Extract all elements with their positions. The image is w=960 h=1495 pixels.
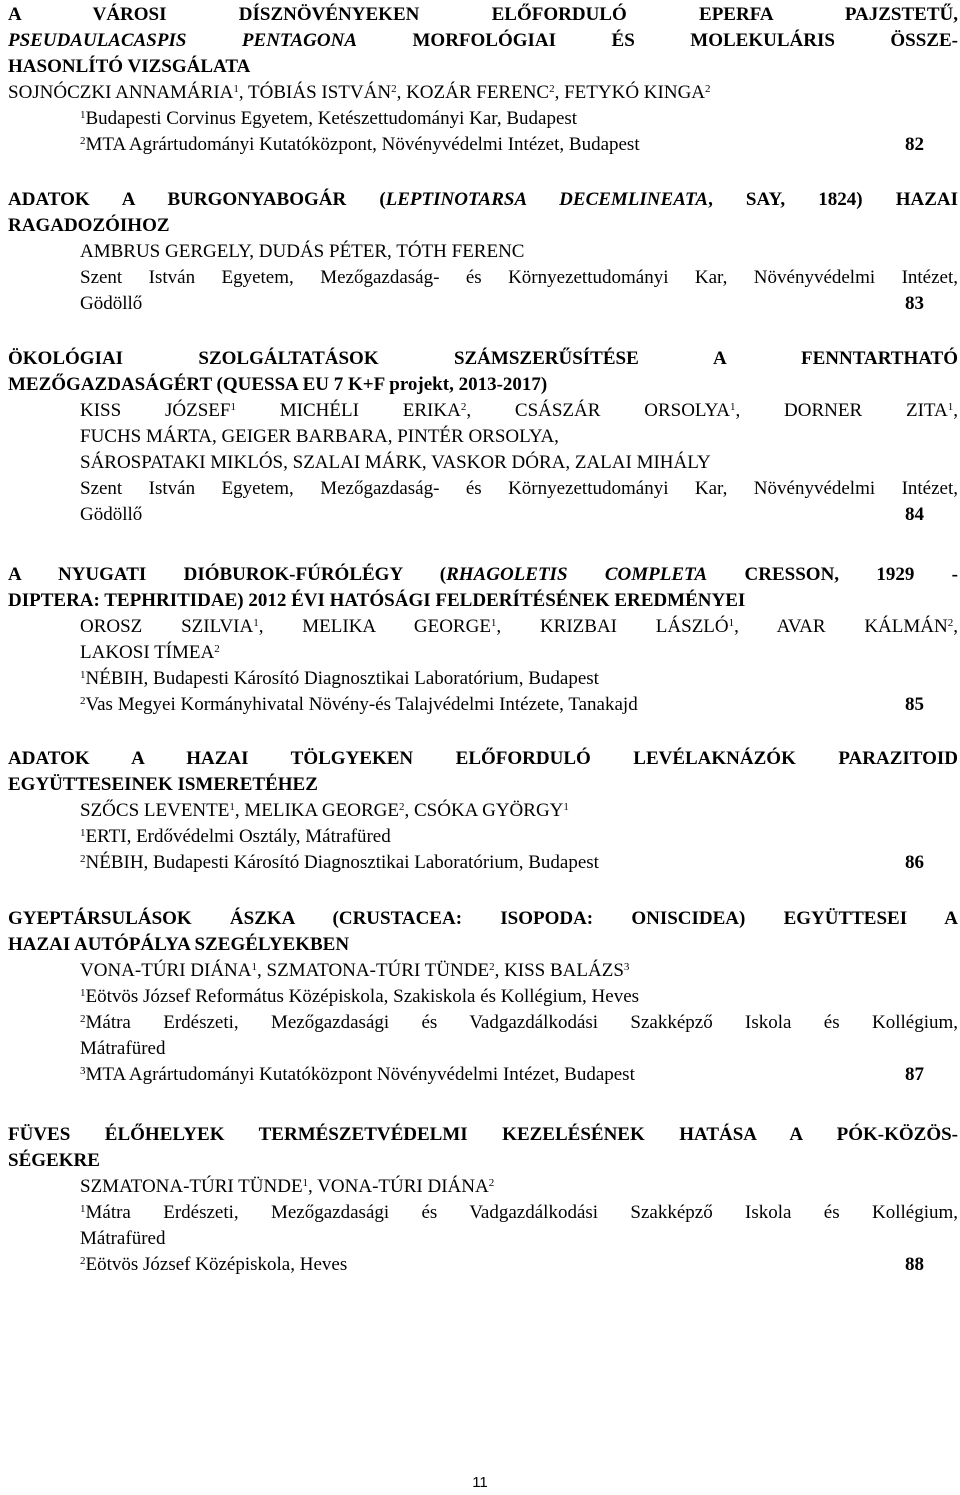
entry-affiliation: $^3$MTA Agrártudományi Kutatóközpont Növényvédelmi Intézet, Budapest 87 (80, 1062, 958, 1088)
page-number: 87 (905, 1064, 924, 1085)
entry-title-line: ADATOK A BURGONYABOGÁR (LEPTINOTARSA DECEMLINEATA, SAY, 1824) HAZAI (8, 189, 958, 210)
entry-affiliation: Szent István Egyetem, Mezőgazdaság- és Környezettudományi Kar, Növényvédelmi Intézet, (80, 267, 958, 288)
entry-title-line: RAGADOZÓIHOZ (8, 215, 170, 236)
entry-affiliation: Szent István Egyetem, Mezőgazdaság- és Környezettudományi Kar, Növényvédelmi Intézet, (80, 478, 958, 499)
entry-authors: VONA-TÚRI DIÁNA$^1$, SZMATONA-TÚRI TÜNDE$^2$, KISS BALÁZS$^3$ (80, 960, 630, 981)
page-number: 85 (905, 694, 924, 715)
entry-title-line: PSEUDAULACASPIS PENTAGONA MORFOLÓGIAI ÉS MOLEKULÁRIS ÖSSZE- (8, 30, 958, 51)
toc-entry-83 (8, 187, 958, 317)
page-footer-number: 11 (472, 1474, 488, 1491)
entry-affiliation: $^2$NÉBIH, Budapesti Károsító Diagnosztikai Laboratórium, Budapest 86 (80, 850, 958, 876)
entry-affiliation: Gödöllő 83 (80, 291, 958, 317)
entry-affiliation: Mátrafüred (80, 1038, 166, 1059)
toc-entry-85 (8, 562, 958, 718)
entry-title-line: FÜVES ÉLŐHELYEK TERMÉSZETVÉDELMI KEZELÉSÉNEK HATÁSA A PÓK-KÖZÖS- (8, 1124, 958, 1145)
entry-authors: SÁROSPATAKI MIKLÓS, SZALAI MÁRK, VASKOR DÓRA, ZALAI MIHÁLY (80, 452, 711, 473)
entry-title-line: ADATOK A HAZAI TÖLGYEKEN ELŐFORDULÓ LEVÉLAKNÁZÓK PARAZITOID (8, 748, 958, 769)
page-number: 84 (905, 504, 924, 525)
entry-affiliation: $^2$Eötvös József Középiskola, Heves 88 (80, 1252, 958, 1278)
entry-affiliation: Gödöllő 84 (80, 502, 958, 528)
entry-title-line: A VÁROSI DÍSZNÖVÉNYEKEN ELŐFORDULÓ EPERFA PAJZSTETŰ, (8, 4, 958, 25)
entry-affiliation: $^2$Mátra Erdészeti, Mezőgazdasági és Vadgazdálkodási Szakképző Iskola és Kollégium, (80, 1012, 958, 1033)
entry-title-line: SÉGEKRE (8, 1150, 100, 1171)
entry-affiliation: $^2$Vas Megyei Kormányhivatal Növény-és Talajvédelmi Intézete, Tanakajd 85 (80, 692, 958, 718)
entry-title-line: ÖKOLÓGIAI SZOLGÁLTATÁSOK SZÁMSZERŰSÍTÉSE A FENNTARTHATÓ (8, 348, 958, 369)
entry-title-line: MEZŐGAZDASÁGÉRT (QUESSA EU 7 K+F projekt, 2013-2017) (8, 374, 548, 395)
entry-affiliation: $^1$NÉBIH, Budapesti Károsító Diagnosztikai Laboratórium, Budapest (80, 668, 599, 689)
page-number: 88 (905, 1254, 924, 1275)
toc-entry-82 (8, 2, 958, 158)
toc-entry-86 (8, 746, 958, 876)
entry-affiliation: $^1$Eötvös József Református Középiskola, Szakiskola és Kollégium, Heves (80, 986, 640, 1007)
entry-authors: SZŐCS LEVENTE$^1$, MELIKA GEORGE$^2$, CSÓKA GYÖRGY$^1$ (80, 800, 569, 821)
entry-title-line: EGYÜTTESEINEK ISMERETÉHEZ (8, 774, 318, 795)
page-number: 86 (905, 852, 924, 873)
entry-title-line: GYEPTÁRSULÁSOK ÁSZKA (CRUSTACEA: ISOPODA: ONISCIDEA) EGYÜTTESEI A (8, 908, 958, 929)
species-name: RHAGOLETIS COMPLETA (446, 564, 708, 585)
entry-authors: FUCHS MÁRTA, GEIGER BARBARA, PINTÉR ORSOLYA, (80, 426, 559, 447)
species-name: LEPTINOTARSA DECEMLINEATA (385, 189, 709, 210)
entry-affiliation: $^1$ERTI, Erdővédelmi Osztály, Mátrafüred (80, 826, 391, 847)
toc-entry-84 (8, 346, 958, 528)
entry-authors: SOJNÓCZKI ANNAMÁRIA$^1$, TÓBIÁS ISTVÁN$^2$, KOZÁR FERENC$^2$, FETYKÓ KINGA$^2$ (8, 82, 711, 103)
species-name: PSEUDAULACASPIS PENTAGONA (8, 30, 357, 51)
entry-affiliation: Mátrafüred (80, 1228, 166, 1249)
entry-affiliation: $^1$Budapesti Corvinus Egyetem, Ketészettudományi Kar, Budapest (80, 108, 578, 129)
entry-title-line: DIPTERA: TEPHRITIDAE) 2012 ÉVI HATÓSÁGI FELDERÍTÉSÉNEK EREDMÉNYEI (8, 590, 746, 611)
page-number: 83 (905, 293, 924, 314)
entry-authors: LAKOSI TÍMEA$^2$ (80, 642, 220, 663)
page-number: 82 (905, 134, 924, 155)
entry-affiliation: $^1$Mátra Erdészeti, Mezőgazdasági és Vadgazdálkodási Szakképző Iskola és Kollégium, (80, 1202, 958, 1223)
entry-authors: KISS JÓZSEF$^1$ MICHÉLI ERIKA$^2$, CSÁSZÁR ORSOLYA$^1$, DORNER ZITA$^1$, (80, 400, 958, 421)
entry-affiliation: $^2$MTA Agrártudományi Kutatóközpont, Növényvédelmi Intézet, Budapest 82 (80, 132, 958, 158)
entry-authors: OROSZ SZILVIA$^1$, MELIKA GEORGE$^1$, KRIZBAI LÁSZLÓ$^1$, AVAR KÁLMÁN$^2$, (80, 616, 958, 637)
entry-title-line: HASONLÍTÓ VIZSGÁLATA (8, 56, 251, 77)
toc-entry-88 (8, 1122, 958, 1278)
entry-title-line: HAZAI AUTÓPÁLYA SZEGÉLYEKBEN (8, 934, 350, 955)
toc-entry-87 (8, 906, 958, 1088)
entry-authors: AMBRUS GERGELY, DUDÁS PÉTER, TÓTH FERENC (80, 241, 525, 262)
entry-title-line: A NYUGATI DIÓBUROK-FÚRÓLÉGY (RHAGOLETIS COMPLETA CRESSON, 1929 - (8, 564, 958, 585)
entry-authors: SZMATONA-TÚRI TÜNDE$^1$, VONA-TÚRI DIÁNA$^2$ (80, 1176, 495, 1197)
